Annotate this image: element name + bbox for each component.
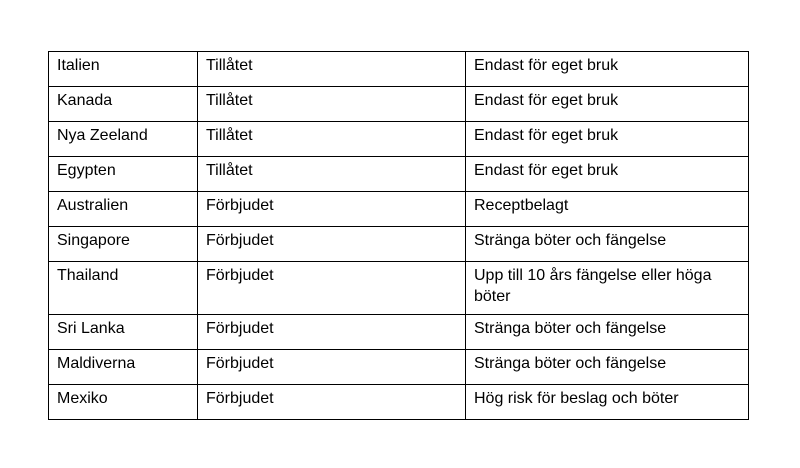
status-cell: Förbjudet	[198, 315, 466, 350]
regulations-table	[48, 51, 749, 420]
country-cell: Sri Lanka	[49, 315, 198, 350]
country-cell: Maldiverna	[49, 350, 198, 385]
note-cell: Endast för eget bruk	[466, 52, 749, 87]
status-cell: Tillåtet	[198, 87, 466, 122]
status-cell: Förbjudet	[198, 227, 466, 262]
table-row	[49, 52, 749, 87]
status-cell: Tillåtet	[198, 122, 466, 157]
table-row	[49, 192, 749, 227]
country-cell: Egypten	[49, 157, 198, 192]
country-cell: Australien	[49, 192, 198, 227]
table-row	[49, 87, 749, 122]
table-row	[49, 350, 749, 385]
status-cell: Tillåtet	[198, 52, 466, 87]
note-cell: Endast för eget bruk	[466, 122, 749, 157]
status-cell: Förbjudet	[198, 385, 466, 420]
note-cell: Stränga böter och fängelse	[466, 227, 749, 262]
note-cell: Receptbelagt	[466, 192, 749, 227]
note-cell: Stränga böter och fängelse	[466, 350, 749, 385]
note-cell: Endast för eget bruk	[466, 87, 749, 122]
status-cell: Förbjudet	[198, 350, 466, 385]
table-row	[49, 157, 749, 192]
country-cell: Mexiko	[49, 385, 198, 420]
country-cell: Italien	[49, 52, 198, 87]
note-cell: Endast för eget bruk	[466, 157, 749, 192]
status-cell: Förbjudet	[198, 192, 466, 227]
note-cell: Stränga böter och fängelse	[466, 315, 749, 350]
country-cell: Singapore	[49, 227, 198, 262]
table-row	[49, 385, 749, 420]
country-cell: Kanada	[49, 87, 198, 122]
table-row	[49, 227, 749, 262]
status-cell: Tillåtet	[198, 157, 466, 192]
note-cell: Upp till 10 års fängelse eller höga böter	[466, 262, 749, 315]
status-cell: Förbjudet	[198, 262, 466, 315]
country-cell: Nya Zeeland	[49, 122, 198, 157]
table-row	[49, 122, 749, 157]
table-row	[49, 315, 749, 350]
table-row	[49, 262, 749, 315]
country-cell: Thailand	[49, 262, 198, 315]
note-cell: Hög risk för beslag och böter	[466, 385, 749, 420]
